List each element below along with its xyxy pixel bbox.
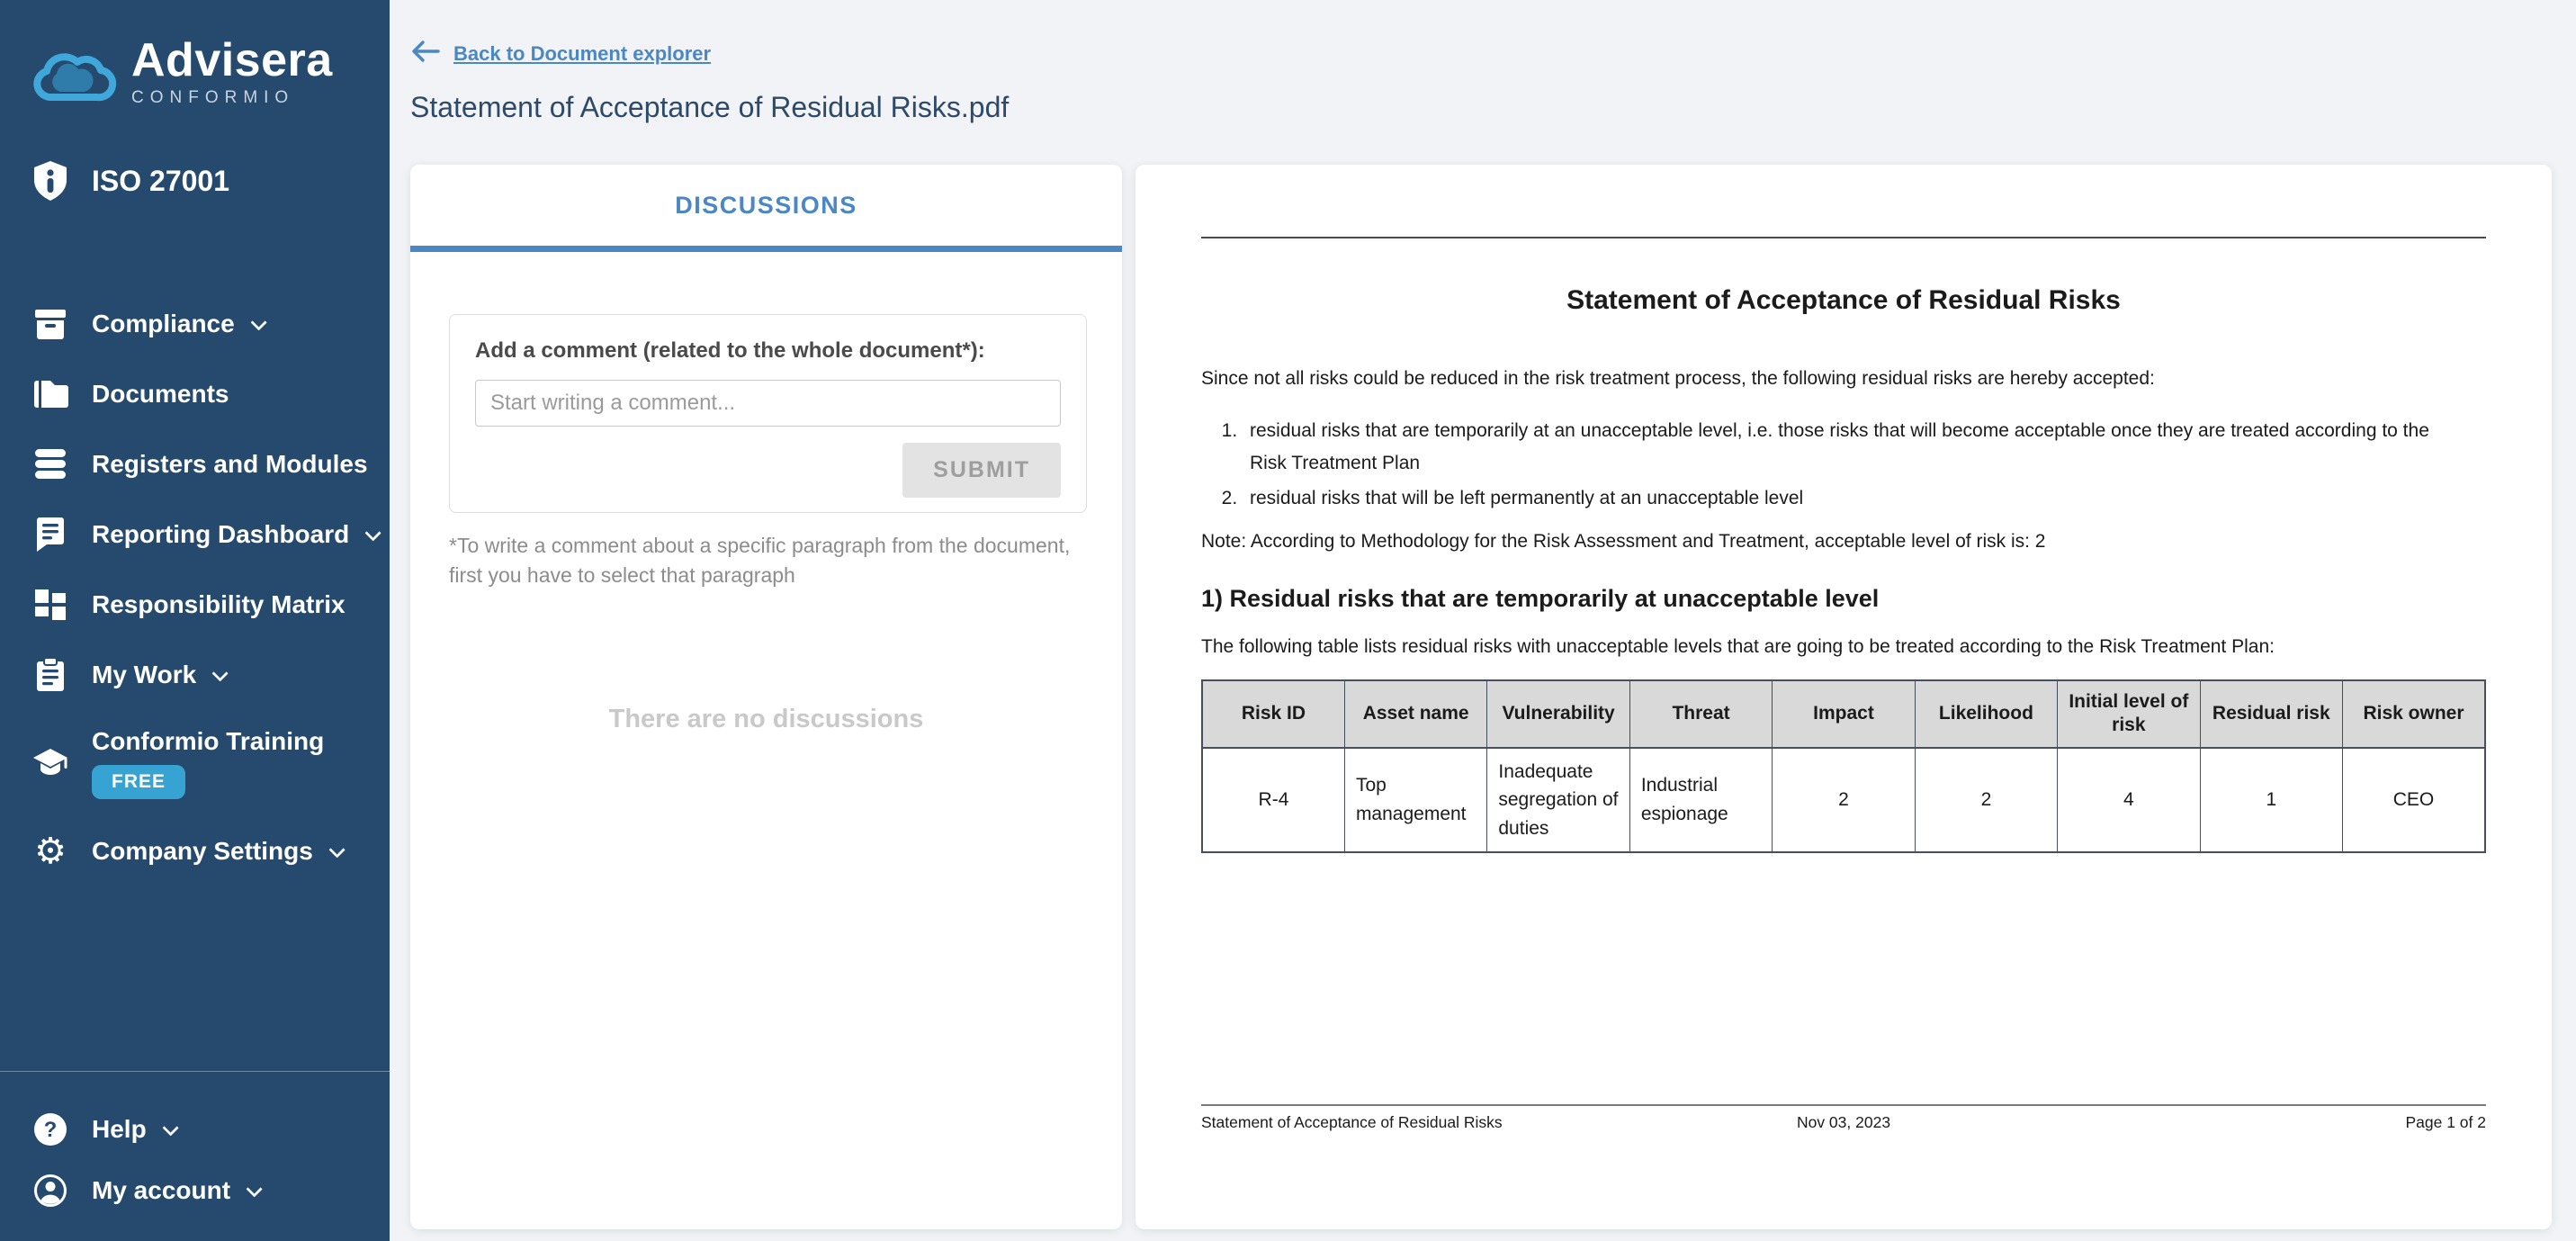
chevron-down-icon bbox=[250, 314, 266, 330]
footer-date: Nov 03, 2023 bbox=[1796, 1113, 1891, 1131]
sidebar-item-label: Documents bbox=[92, 380, 229, 408]
submit-row bbox=[475, 443, 1061, 498]
clipboard-icon bbox=[31, 657, 70, 693]
cell-initial-level: 4 bbox=[2058, 748, 2200, 853]
help-icon bbox=[31, 1112, 70, 1147]
sidebar-item-my-work[interactable] bbox=[0, 640, 390, 710]
sidebar-item-compliance[interactable] bbox=[0, 289, 390, 359]
matrix-grid-icon bbox=[31, 588, 70, 622]
chevron-down-icon bbox=[365, 525, 381, 541]
sidebar-menu bbox=[0, 289, 390, 886]
free-badge: FREE bbox=[92, 765, 185, 799]
document-viewer bbox=[1135, 165, 2552, 1229]
column-header: Risk owner bbox=[2343, 680, 2486, 748]
sidebar-bottom bbox=[0, 1071, 390, 1241]
cloud-logo-icon bbox=[25, 36, 119, 114]
residual-risk-table bbox=[1201, 679, 2486, 853]
sidebar-item-label: My account bbox=[92, 1176, 231, 1204]
section-intro-paragraph: The following table lists residual risks with unacceptable levels that are going to be treated according to the Risk Treatment Plan: bbox=[1201, 636, 2275, 658]
sidebar-item-label: Conformio Training bbox=[92, 727, 325, 755]
cell-risk-owner: CEO bbox=[2343, 748, 2486, 853]
list-item: 2. residual risks that will be left permanently at an unacceptable level bbox=[1243, 482, 2439, 515]
column-header: Threat bbox=[1629, 680, 1772, 748]
add-comment-label: Add a comment (related to the whole document*): bbox=[475, 338, 985, 363]
chevron-down-icon bbox=[212, 665, 229, 681]
logo-brand: Advisera bbox=[131, 34, 333, 86]
sidebar-item-label: Reporting Dashboard bbox=[92, 520, 350, 548]
sidebar-item-documents[interactable] bbox=[0, 359, 390, 429]
document-title: Statement of Acceptance of Residual Risks bbox=[1566, 285, 2121, 315]
column-header: Residual risk bbox=[2200, 680, 2342, 748]
cell-vulnerability: Inadequate segregation of duties bbox=[1487, 748, 1629, 853]
table-row bbox=[1202, 748, 2485, 853]
sidebar-item-label: Company Settings bbox=[92, 837, 313, 865]
residual-risks-list bbox=[1243, 415, 2486, 518]
shield-info-icon bbox=[31, 160, 70, 202]
chevron-down-icon bbox=[328, 841, 345, 858]
advisera-logo[interactable] bbox=[25, 36, 390, 114]
sidebar-item-conformio-training[interactable] bbox=[0, 710, 390, 816]
column-header: Risk ID bbox=[1202, 680, 1344, 748]
sidebar-item-label: ISO 27001 bbox=[92, 164, 229, 197]
gear-icon: ⚙ bbox=[34, 832, 67, 871]
cell-threat: Industrial espionage bbox=[1629, 748, 1772, 853]
sidebar-item-my-account[interactable] bbox=[0, 1160, 390, 1221]
add-comment-box bbox=[449, 314, 1087, 513]
comment-input[interactable] bbox=[475, 380, 1061, 427]
sidebar-item-label: Responsibility Matrix bbox=[92, 590, 346, 618]
column-header: Impact bbox=[1773, 680, 1915, 748]
back-arrow-icon bbox=[410, 40, 441, 67]
database-icon bbox=[31, 447, 70, 481]
logo-text bbox=[131, 36, 333, 108]
document-note: Note: According to Methodology for the Risk Assessment and Treatment, acceptable level of risk is: 2 bbox=[1201, 531, 2046, 553]
sidebar-item-registers-and-modules[interactable] bbox=[0, 429, 390, 499]
cell-residual-risk: 1 bbox=[2200, 748, 2342, 853]
chevron-down-icon bbox=[246, 1181, 262, 1197]
column-header: Vulnerability bbox=[1487, 680, 1629, 748]
cell-impact: 2 bbox=[1773, 748, 1915, 853]
sidebar-item-label: My Work bbox=[92, 661, 197, 688]
content-row bbox=[410, 165, 2552, 1229]
archive-icon bbox=[31, 307, 70, 341]
comment-footnote: *To write a comment about a specific paragraph from the document, first you have to select that paragraph bbox=[449, 534, 1071, 587]
sidebar-item-help[interactable] bbox=[0, 1099, 390, 1160]
column-header: Asset name bbox=[1344, 680, 1486, 748]
no-discussions-message: There are no discussions bbox=[608, 705, 924, 734]
submit-button[interactable]: SUBMIT bbox=[902, 443, 1061, 498]
sidebar-item-label: Help bbox=[92, 1115, 147, 1143]
document-footer bbox=[1201, 1104, 2486, 1132]
document-header-rule bbox=[1201, 237, 2486, 238]
discussions-panel bbox=[410, 165, 1122, 1229]
sidebar-item-label: Compliance bbox=[92, 310, 235, 337]
sidebar-item-reporting-dashboard[interactable] bbox=[0, 499, 390, 570]
cell-asset-name: Top management bbox=[1344, 748, 1486, 853]
back-to-document-explorer-link[interactable] bbox=[410, 40, 711, 67]
graduation-cap-icon bbox=[31, 747, 70, 779]
logo-subtitle: CONFORMIO bbox=[131, 87, 295, 107]
document-footer-rule bbox=[1201, 1104, 2486, 1106]
back-link-label: Back to Document explorer bbox=[453, 41, 712, 65]
sidebar-item-label: Registers and Modules bbox=[92, 450, 368, 478]
main-area bbox=[390, 0, 2576, 1241]
svg-text:?: ? bbox=[43, 1118, 58, 1142]
sidebar bbox=[0, 0, 390, 1241]
report-document-icon bbox=[31, 517, 70, 553]
tab-discussions[interactable]: DISCUSSIONS bbox=[410, 165, 1122, 252]
document-intro-paragraph: Since not all risks could be reduced in the risk treatment process, the following residual risks are hereby accepted: bbox=[1201, 368, 2155, 389]
page-title: Statement of Acceptance of Residual Risks.pdf bbox=[410, 91, 1010, 123]
column-header: Initial level of risk bbox=[2058, 680, 2200, 748]
table-header-row bbox=[1202, 680, 2485, 748]
section-heading: 1) Residual risks that are temporarily at unacceptable level bbox=[1201, 585, 1880, 613]
footer-page-number: Page 1 of 2 bbox=[2405, 1113, 2486, 1131]
folder-icon bbox=[31, 378, 70, 410]
sidebar-item-iso27001[interactable] bbox=[31, 156, 390, 206]
chevron-down-icon bbox=[162, 1120, 178, 1136]
cell-likelihood: 2 bbox=[1915, 748, 2057, 853]
user-account-icon bbox=[31, 1174, 70, 1208]
sidebar-item-company-settings[interactable] bbox=[0, 816, 390, 886]
column-header: Likelihood bbox=[1915, 680, 2057, 748]
sidebar-item-responsibility-matrix[interactable] bbox=[0, 570, 390, 640]
cell-risk-id: R-4 bbox=[1202, 748, 1344, 853]
list-item: 1. residual risks that are temporarily at an unacceptable level, i.e. those risks that will become acceptable once they are treated according to the Risk Treatment Plan bbox=[1243, 415, 2439, 479]
footer-document-name: Statement of Acceptance of Residual Risks bbox=[1201, 1113, 1503, 1131]
